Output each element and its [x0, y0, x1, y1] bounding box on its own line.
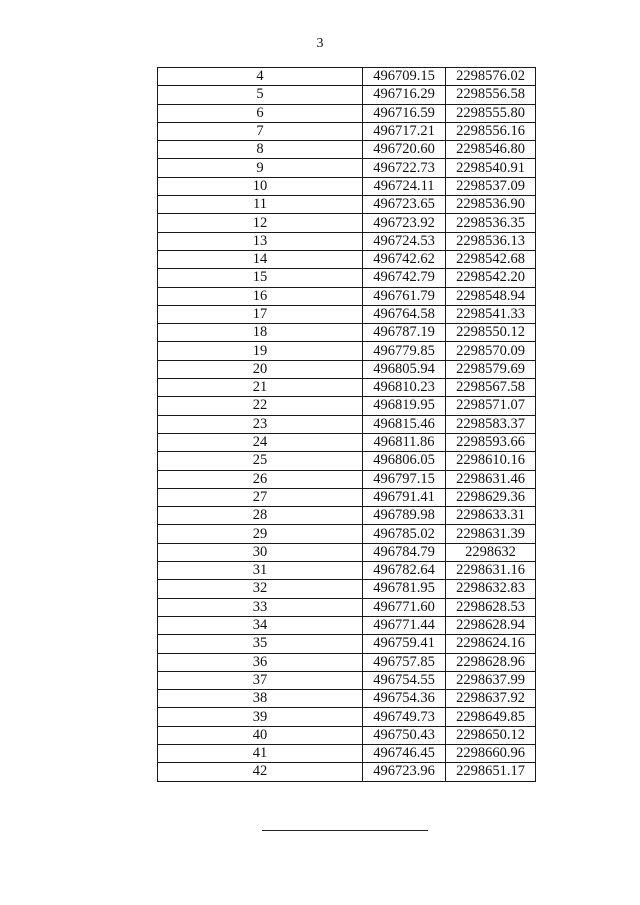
x-coordinate-cell: 496754.36	[363, 690, 446, 708]
y-coordinate-cell: 2298541.33	[446, 305, 536, 323]
x-coordinate-cell: 496723.92	[363, 214, 446, 232]
y-coordinate-cell: 2298637.92	[446, 690, 536, 708]
y-coordinate-cell: 2298540.91	[446, 159, 536, 177]
coordinates-table-body	[158, 68, 536, 782]
y-coordinate-cell: 2298567.58	[446, 379, 536, 397]
y-coordinate-cell: 2298579.69	[446, 360, 536, 378]
table-row	[158, 397, 536, 415]
x-coordinate-cell: 496724.11	[363, 177, 446, 195]
x-coordinate-cell: 496757.85	[363, 653, 446, 671]
x-coordinate-cell: 496797.15	[363, 470, 446, 488]
footer-divider-line	[262, 830, 428, 831]
table-row	[158, 360, 536, 378]
point-number-cell: 14	[158, 250, 363, 268]
table-row	[158, 653, 536, 671]
y-coordinate-cell: 2298536.35	[446, 214, 536, 232]
table-row	[158, 726, 536, 744]
point-number-cell: 6	[158, 104, 363, 122]
page-number: 3	[316, 36, 324, 51]
y-coordinate-cell: 2298632.83	[446, 580, 536, 598]
y-coordinate-cell: 2298610.16	[446, 452, 536, 470]
point-number-cell: 4	[158, 68, 363, 86]
x-coordinate-cell: 496724.53	[363, 232, 446, 250]
y-coordinate-cell: 2298583.37	[446, 415, 536, 433]
table-row	[158, 562, 536, 580]
x-coordinate-cell: 496761.79	[363, 287, 446, 305]
point-number-cell: 21	[158, 379, 363, 397]
x-coordinate-cell: 496819.95	[363, 397, 446, 415]
point-number-cell: 31	[158, 562, 363, 580]
x-coordinate-cell: 496806.05	[363, 452, 446, 470]
y-coordinate-cell: 2298650.12	[446, 726, 536, 744]
point-number-cell: 29	[158, 525, 363, 543]
y-coordinate-cell: 2298651.17	[446, 763, 536, 781]
y-coordinate-cell: 2298546.80	[446, 141, 536, 159]
table-row	[158, 507, 536, 525]
x-coordinate-cell: 496785.02	[363, 525, 446, 543]
x-coordinate-cell: 496717.21	[363, 122, 446, 140]
x-coordinate-cell: 496787.19	[363, 324, 446, 342]
x-coordinate-cell: 496784.79	[363, 543, 446, 561]
table-row	[158, 635, 536, 653]
x-coordinate-cell: 496771.60	[363, 598, 446, 616]
table-row	[158, 305, 536, 323]
y-coordinate-cell: 2298570.09	[446, 342, 536, 360]
table-row	[158, 708, 536, 726]
point-number-cell: 36	[158, 653, 363, 671]
x-coordinate-cell: 496805.94	[363, 360, 446, 378]
table-row	[158, 763, 536, 781]
point-number-cell: 28	[158, 507, 363, 525]
table-row	[158, 690, 536, 708]
point-number-cell: 27	[158, 488, 363, 506]
x-coordinate-cell: 496764.58	[363, 305, 446, 323]
y-coordinate-cell: 2298576.02	[446, 68, 536, 86]
point-number-cell: 22	[158, 397, 363, 415]
y-coordinate-cell: 2298631.39	[446, 525, 536, 543]
point-number-cell: 40	[158, 726, 363, 744]
point-number-cell: 16	[158, 287, 363, 305]
y-coordinate-cell: 2298629.36	[446, 488, 536, 506]
point-number-cell: 12	[158, 214, 363, 232]
x-coordinate-cell: 496789.98	[363, 507, 446, 525]
x-coordinate-cell: 496810.23	[363, 379, 446, 397]
table-row	[158, 452, 536, 470]
x-coordinate-cell: 496781.95	[363, 580, 446, 598]
point-number-cell: 13	[158, 232, 363, 250]
y-coordinate-cell: 2298631.16	[446, 562, 536, 580]
y-coordinate-cell: 2298556.58	[446, 86, 536, 104]
y-coordinate-cell: 2298628.53	[446, 598, 536, 616]
x-coordinate-cell: 496754.55	[363, 671, 446, 689]
x-coordinate-cell: 496723.96	[363, 763, 446, 781]
y-coordinate-cell: 2298542.68	[446, 250, 536, 268]
x-coordinate-cell: 496811.86	[363, 433, 446, 451]
table-row	[158, 177, 536, 195]
x-coordinate-cell: 496720.60	[363, 141, 446, 159]
y-coordinate-cell: 2298555.80	[446, 104, 536, 122]
table-row	[158, 543, 536, 561]
table-row	[158, 488, 536, 506]
table-row	[158, 214, 536, 232]
table-row	[158, 159, 536, 177]
point-number-cell: 8	[158, 141, 363, 159]
table-row	[158, 269, 536, 287]
point-number-cell: 41	[158, 744, 363, 762]
y-coordinate-cell: 2298556.16	[446, 122, 536, 140]
x-coordinate-cell: 496759.41	[363, 635, 446, 653]
table-row	[158, 598, 536, 616]
table-row	[158, 744, 536, 762]
point-number-cell: 19	[158, 342, 363, 360]
point-number-cell: 39	[158, 708, 363, 726]
y-coordinate-cell: 2298550.12	[446, 324, 536, 342]
point-number-cell: 11	[158, 196, 363, 214]
point-number-cell: 30	[158, 543, 363, 561]
point-number-cell: 9	[158, 159, 363, 177]
point-number-cell: 38	[158, 690, 363, 708]
table-row	[158, 379, 536, 397]
table-row	[158, 68, 536, 86]
y-coordinate-cell: 2298537.09	[446, 177, 536, 195]
point-number-cell: 34	[158, 616, 363, 634]
point-number-cell: 24	[158, 433, 363, 451]
table-row	[158, 525, 536, 543]
y-coordinate-cell: 2298536.90	[446, 196, 536, 214]
table-row	[158, 415, 536, 433]
x-coordinate-cell: 496749.73	[363, 708, 446, 726]
x-coordinate-cell: 496723.65	[363, 196, 446, 214]
x-coordinate-cell: 496791.41	[363, 488, 446, 506]
table-row	[158, 616, 536, 634]
table-row	[158, 86, 536, 104]
y-coordinate-cell: 2298631.46	[446, 470, 536, 488]
table-row	[158, 287, 536, 305]
x-coordinate-cell: 496742.62	[363, 250, 446, 268]
table-row	[158, 196, 536, 214]
table-row	[158, 104, 536, 122]
point-number-cell: 10	[158, 177, 363, 195]
x-coordinate-cell: 496716.59	[363, 104, 446, 122]
x-coordinate-cell: 496771.44	[363, 616, 446, 634]
y-coordinate-cell: 2298637.99	[446, 671, 536, 689]
y-coordinate-cell: 2298542.20	[446, 269, 536, 287]
point-number-cell: 5	[158, 86, 363, 104]
x-coordinate-cell: 496709.15	[363, 68, 446, 86]
y-coordinate-cell: 2298571.07	[446, 397, 536, 415]
point-number-cell: 26	[158, 470, 363, 488]
x-coordinate-cell: 496716.29	[363, 86, 446, 104]
table-row	[158, 250, 536, 268]
coordinates-table	[157, 67, 536, 782]
x-coordinate-cell: 496722.73	[363, 159, 446, 177]
x-coordinate-cell: 496746.45	[363, 744, 446, 762]
x-coordinate-cell: 496742.79	[363, 269, 446, 287]
table-row	[158, 433, 536, 451]
point-number-cell: 15	[158, 269, 363, 287]
y-coordinate-cell: 2298628.94	[446, 616, 536, 634]
y-coordinate-cell: 2298632	[446, 543, 536, 561]
point-number-cell: 42	[158, 763, 363, 781]
y-coordinate-cell: 2298649.85	[446, 708, 536, 726]
y-coordinate-cell: 2298548.94	[446, 287, 536, 305]
x-coordinate-cell: 496779.85	[363, 342, 446, 360]
x-coordinate-cell: 496782.64	[363, 562, 446, 580]
point-number-cell: 25	[158, 452, 363, 470]
y-coordinate-cell: 2298660.96	[446, 744, 536, 762]
point-number-cell: 32	[158, 580, 363, 598]
point-number-cell: 35	[158, 635, 363, 653]
table-row	[158, 141, 536, 159]
y-coordinate-cell: 2298536.13	[446, 232, 536, 250]
point-number-cell: 18	[158, 324, 363, 342]
point-number-cell: 20	[158, 360, 363, 378]
point-number-cell: 7	[158, 122, 363, 140]
x-coordinate-cell: 496815.46	[363, 415, 446, 433]
y-coordinate-cell: 2298633.31	[446, 507, 536, 525]
point-number-cell: 23	[158, 415, 363, 433]
table-row	[158, 342, 536, 360]
table-row	[158, 232, 536, 250]
table-row	[158, 122, 536, 140]
point-number-cell: 33	[158, 598, 363, 616]
x-coordinate-cell: 496750.43	[363, 726, 446, 744]
table-row	[158, 580, 536, 598]
table-row	[158, 324, 536, 342]
y-coordinate-cell: 2298593.66	[446, 433, 536, 451]
y-coordinate-cell: 2298628.96	[446, 653, 536, 671]
y-coordinate-cell: 2298624.16	[446, 635, 536, 653]
table-row	[158, 671, 536, 689]
point-number-cell: 17	[158, 305, 363, 323]
table-row	[158, 470, 536, 488]
point-number-cell: 37	[158, 671, 363, 689]
